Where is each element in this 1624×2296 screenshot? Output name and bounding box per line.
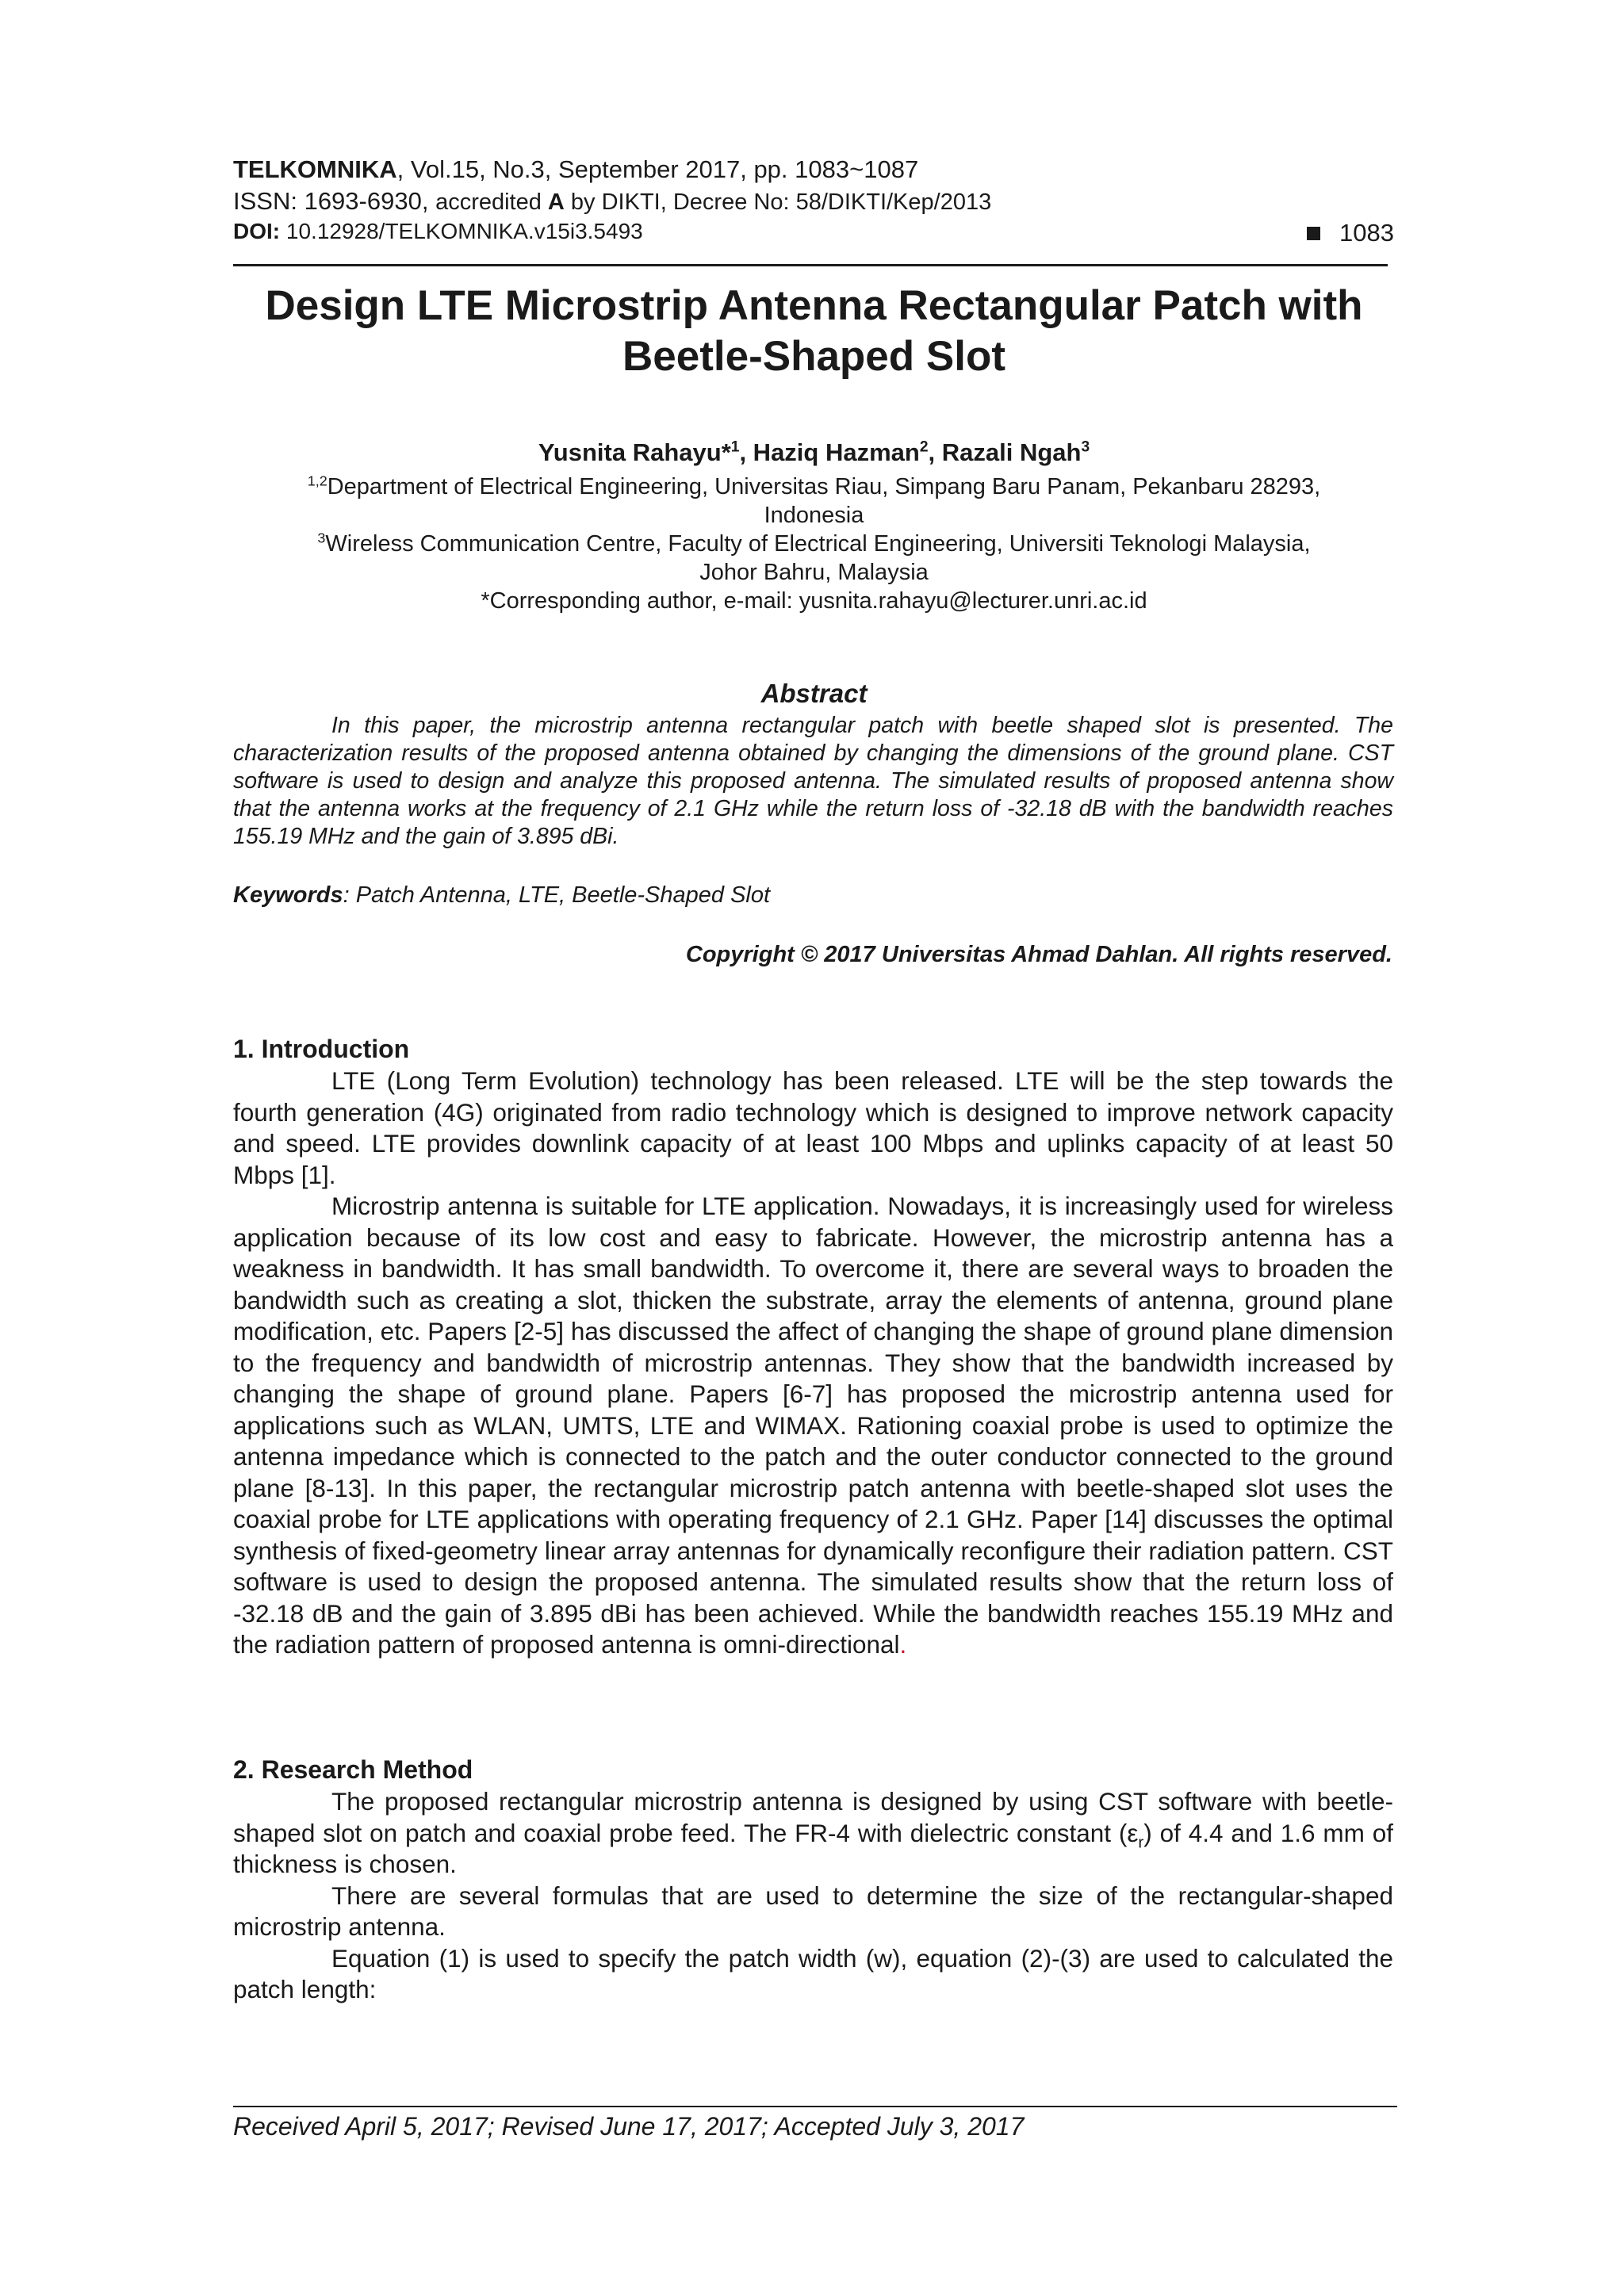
keywords xyxy=(233,882,1395,909)
doi-label: DOI: xyxy=(233,219,281,243)
keywords-text: : Patch Antenna, LTE, Beetle-Shaped Slot xyxy=(343,882,771,908)
keywords-label: Keywords xyxy=(233,882,343,908)
received-dates: Received April 5, 2017; Revised June 17, 2017; Accepted July 3, 2017 xyxy=(233,2112,1025,2141)
affiliation-1: $^{1,2}$Department of Electrical Engineering, Universitas Riau, Simpang Baru Panam, Pekanbaru 28293, Indonesia xyxy=(307,473,1321,528)
journal-name: TELKOMNIKA xyxy=(233,155,397,183)
doi-line xyxy=(233,219,1395,244)
volume-info: , Vol.15, No.3, September 2017, pp. 1083~1087 xyxy=(396,155,919,183)
paragraph: There are several formulas that are used to determine the size of the rectangular-shaped microstrip antenna. xyxy=(233,1881,1393,1941)
paragraph: LTE (Long Term Evolution) technology has been released. LTE will be the step towards the fourth generation (4G) originated from radio technology which is designed to improve network capacity and speed. LTE provides downlink capacity of at least 100 Mbps and uplinks capacity of at least 50 Mbps [1]. xyxy=(233,1066,1393,1189)
square-bullet-icon xyxy=(1307,227,1320,240)
paper-title: Design LTE Microstrip Antenna Rectangular Patch with Beetle-Shaped Slot xyxy=(265,282,1363,380)
issn: ISSN: 1693-6930, xyxy=(233,187,436,215)
corresponding-author: *Corresponding author, e-mail: yusnita.rahayu@lecturer.unri.ac.id xyxy=(481,588,1147,614)
header-rule xyxy=(233,264,1388,266)
section-body-research-method xyxy=(233,1786,1393,2006)
paragraph: Microstrip antenna is suitable for LTE application. Nowadays, it is increasingly used for wireless application because of its low cost and easy to fabricate. However, the microstrip antenna has a weakness in bandwidth. It has small bandwidth. To overcome it, there are several ways to broaden the bandwidth such as creating a slot, thicken the substrate, array the elements of antenna, ground plane modification, etc. Papers [2-5] has discussed the affect of changing the shape of ground plane dimension to the frequency and bandwidth of microstrip antennas. They show that the bandwidth increased by changing the shape of ground plane. Papers [6-7] has proposed the microstrip antenna used for applications such as WLAN, UMTS, LTE and WIMAX. Rationing coaxial probe is used to optimize the antenna impedance which is connected to the patch and the outer conductor connected to the ground plane [8-13]. In this paper, the rectangular microstrip patch antenna with beetle-shaped slot uses the coaxial probe for LTE applications with operating frequency of 2.1 GHz. Paper [14] discusses the optimal synthesis of fixed-geometry linear array antennas for dynamically reconfigure their radiation pattern. CST software is used to design the proposed antenna. The simulated results show that the return loss of -32.18 dB and the gain of 3.895 dBi has been achieved. While the bandwidth reaches 155.19 MHz and the radiation pattern of proposed antenna is omni-directional. xyxy=(233,1192,1393,1659)
affiliation-2: $^3$Wireless Communication Centre, Faculty of Electrical Engineering, Universiti Teknologi Malaysia, Johor Bahru, Malaysia xyxy=(317,530,1311,585)
section-heading-research-method: 2. Research Method xyxy=(233,1755,473,1784)
journal-info xyxy=(233,155,1395,184)
abstract-heading: Abstract xyxy=(760,679,868,708)
section-body-introduction xyxy=(233,1066,1393,1661)
paragraph: Equation (1) is used to specify the patch width (w), equation (2)-(3) are used to calculated the patch length: xyxy=(233,1943,1393,2003)
accreditation: accredited A by DIKTI, Decree No: 58/DIKTI/Kep/2013 xyxy=(435,189,992,215)
footer-rule xyxy=(233,2106,1397,2107)
doi-value: 10.12928/TELKOMNIKA.v15i3.5493 xyxy=(280,219,643,243)
accreditation-grade: A xyxy=(547,189,565,215)
abstract-text: In this paper, the microstrip antenna rectangular patch with beetle shaped slot is presented. The characterization results of the proposed antenna obtained by changing the dimensions of the ground plane. CST software is used to design and analyze this proposed antenna. The simulated results of proposed antenna show that the antenna works at the frequency of 2.1 GHz while the return loss of -32.18 dB with the bandwidth reaches 155.19 MHz and the gain of 3.895 dBi. xyxy=(233,713,1393,849)
page-number: 1083 xyxy=(1307,219,1394,247)
section-heading-introduction: 1. Introduction xyxy=(233,1035,410,1063)
paragraph: The proposed rectangular microstrip antenna is designed by using CST software with beetle-shaped slot on patch and coaxial probe feed. The FR-4 with dielectric constant $(\varepsilon_r)$ of 4.4 and 1.6 mm of thickness is chosen. xyxy=(233,1787,1393,1878)
issn-line xyxy=(233,187,1395,216)
author-list: Yusnita Rahayu*$^1$, Haziq Hazman$^2$, Razali Ngah$^3$ xyxy=(538,438,1090,466)
copyright-notice: Copyright © 2017 Universitas Ahmad Dahlan. All rights reserved. xyxy=(685,942,1392,967)
